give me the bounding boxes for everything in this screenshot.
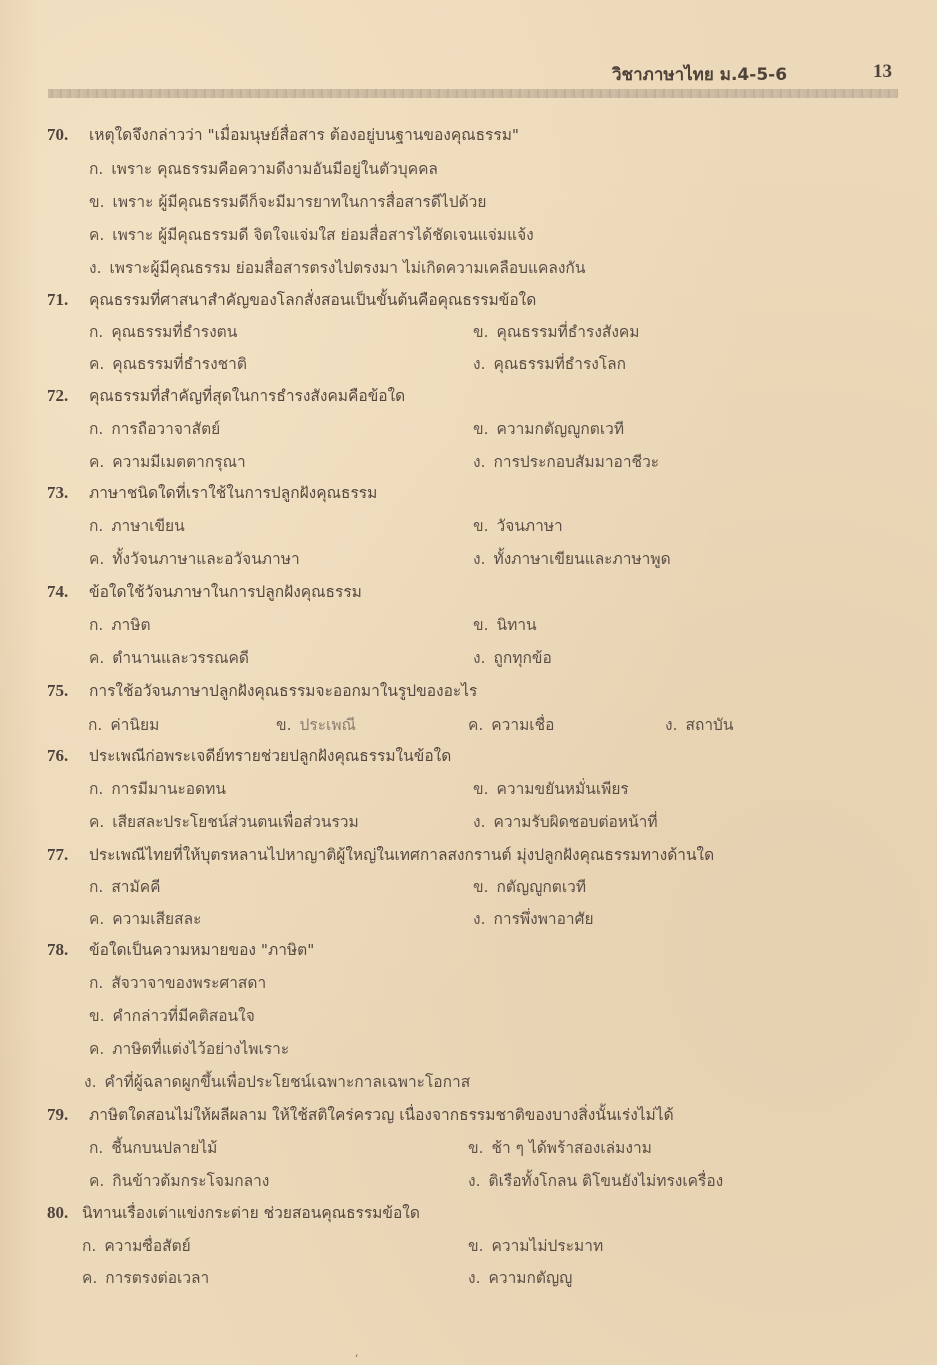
option-c[interactable]: ค. เสียสละประโยชน์ส่วนตนเพื่อส่วนรวม: [89, 813, 359, 831]
question-text: ภาษิตใดสอนไม่ให้ผลีผลาม ให้ใช้สติใคร่ครวญ เนื่องจากธรรมชาติของบางสิ่งนั้นเร่งไม่ได้: [89, 1106, 674, 1124]
question-number: 76.: [47, 746, 69, 765]
option-b[interactable]: ข. วัจนภาษา: [473, 517, 563, 535]
question-text: ภาษาชนิดใดที่เราใช้ในการปลูกฝังคุณธรรม: [89, 484, 378, 502]
question-text: เหตุใดจึงกล่าวว่า "เมื่อมนุษย์สื่อสาร ต้องอยู่บนฐานของคุณธรรม": [89, 126, 520, 144]
option-a[interactable]: ก. การมีมานะอดทน: [89, 780, 226, 798]
question-text: คุณธรรมที่ศาสนาสำคัญของโลกสั่งสอนเป็นขั้นต้นคือคุณธรรมข้อใด: [89, 291, 537, 309]
question-number: 77.: [47, 845, 69, 864]
option-d[interactable]: ง. การประกอบสัมมาอาชีวะ: [473, 453, 660, 471]
question-number: 70.: [47, 125, 69, 144]
option-a[interactable]: ก. ความซื่อสัตย์: [82, 1237, 191, 1255]
option-d[interactable]: ง. ความรับผิดชอบต่อหน้าที่: [473, 813, 658, 831]
question-number: 75.: [47, 681, 69, 700]
header-subject-title: วิชาภาษาไทย ม.4-5-6: [612, 65, 788, 85]
question-text: ข้อใดเป็นความหมายของ "ภาษิต": [89, 941, 315, 959]
option-c[interactable]: ค. เพราะ ผู้มีคุณธรรมดี จิตใจแจ่มใส ย่อมสื่อสารได้ชัดเจนแจ่มแจ้ง: [89, 226, 534, 244]
option-a[interactable]: ก. ค่านิยม: [88, 716, 160, 734]
option-d[interactable]: ง. เพราะผู้มีคุณธรรม ย่อมสื่อสารตรงไปตรงมา ไม่เกิดความเคลือบแคลงกัน: [89, 259, 586, 277]
option-d[interactable]: ง. สถาบัน: [665, 716, 734, 734]
question-number: 72.: [47, 386, 69, 405]
question-text: ประเพณีไทยที่ให้บุตรหลานไปหาญาติผู้ใหญ่ในเทศกาลสงกรานต์ มุ่งปลูกฝังคุณธรรมทางด้านใด: [89, 846, 715, 864]
option-a[interactable]: ก. ชี้นกบนปลายไม้: [89, 1139, 218, 1157]
option-c[interactable]: ค. คุณธรรมที่ธำรงชาติ: [89, 355, 247, 373]
option-a[interactable]: ก. สัจวาจาของพระศาสดา: [89, 974, 267, 992]
option-d[interactable]: ง. คำที่ผู้ฉลาดผูกขึ้นเพื่อประโยชน์เฉพาะกาลเฉพาะโอกาส: [84, 1073, 471, 1091]
option-b[interactable]: ข. กตัญญูกตเวที: [473, 878, 587, 896]
option-a[interactable]: ก. เพราะ คุณธรรมคือความดีงามอันมีอยู่ในตัวบุคคล: [89, 160, 438, 178]
option-b[interactable]: ข. ช้า ๆ ได้พร้าสองเล่มงาม: [468, 1139, 652, 1157]
option-c[interactable]: ค. ความเสียสละ: [89, 910, 202, 928]
option-d[interactable]: ง. การพึ่งพาอาศัย: [473, 910, 594, 928]
option-b[interactable]: ข. ความไม่ประมาท: [468, 1237, 604, 1255]
question-number: 73.: [47, 483, 69, 502]
option-c[interactable]: ค. ภาษิตที่แต่งไว้อย่างไพเราะ: [89, 1040, 290, 1058]
option-b[interactable]: ข. ความกตัญญูกตเวที: [473, 420, 625, 438]
option-c[interactable]: ค. ความมีเมตตากรุณา: [89, 453, 246, 471]
option-b[interactable]: ข. คำกล่าวที่มีคติสอนใจ: [89, 1007, 255, 1025]
option-b[interactable]: ข. ประเพณี: [276, 716, 356, 734]
option-a[interactable]: ก. ภาษิต: [89, 616, 151, 634]
option-a[interactable]: ก. ภาษาเขียน: [89, 517, 185, 535]
option-b[interactable]: ข. นิทาน: [473, 616, 537, 634]
option-b[interactable]: ข. เพราะ ผู้มีคุณธรรมดีก็จะมีมารยาทในการสื่อสารดีไปด้วย: [89, 193, 487, 211]
option-a[interactable]: ก. สามัคคี: [89, 878, 161, 896]
question-number: 74.: [47, 582, 69, 601]
question-number: 78.: [47, 940, 69, 959]
question-text: คุณธรรมที่สำคัญที่สุดในการธำรงสังคมคือข้อใด: [89, 387, 406, 405]
option-d[interactable]: ง. ถูกทุกข้อ: [473, 649, 552, 667]
option-c[interactable]: ค. ความเชื่อ: [468, 716, 555, 734]
page-number: 13: [873, 61, 892, 82]
print-speck: ,: [355, 1348, 359, 1359]
question-number: 80.: [47, 1203, 69, 1222]
question-text: การใช้อวัจนภาษาปลูกฝังคุณธรรมจะออกมาในรูปของอะไร: [89, 682, 478, 700]
option-a[interactable]: ก. คุณธรรมที่ธำรงตน: [89, 323, 238, 341]
option-d[interactable]: ง. ติเรือทั้งโกลน ติโขนยังไม่ทรงเครื่อง: [468, 1172, 724, 1190]
option-b[interactable]: ข. คุณธรรมที่ธำรงสังคม: [473, 323, 640, 341]
question-number: 71.: [47, 290, 69, 309]
option-a[interactable]: ก. การถือวาจาสัตย์: [89, 420, 221, 438]
option-c[interactable]: ค. กินข้าวต้มกระโจมกลาง: [89, 1172, 270, 1190]
option-d[interactable]: ง. ความกตัญญู: [468, 1269, 573, 1287]
question-text: ข้อใดใช้วัจนภาษาในการปลูกฝังคุณธรรม: [89, 583, 362, 601]
question-number: 79.: [47, 1105, 69, 1124]
option-c[interactable]: ค. ตำนานและวรรณคดี: [89, 649, 249, 667]
header-divider: [48, 89, 898, 98]
page-header: [0, 58, 937, 88]
option-c[interactable]: ค. การตรงต่อเวลา: [82, 1269, 210, 1287]
question-text: นิทานเรื่องเต่าแข่งกระต่าย ช่วยสอนคุณธรรมข้อใด: [82, 1204, 420, 1222]
option-d[interactable]: ง. ทั้งภาษาเขียนและภาษาพูด: [473, 550, 671, 568]
option-d[interactable]: ง. คุณธรรมที่ธำรงโลก: [473, 355, 627, 373]
question-text: ประเพณีก่อพระเจดีย์ทรายช่วยปลูกฝังคุณธรรมในข้อใด: [89, 747, 452, 765]
option-c[interactable]: ค. ทั้งวัจนภาษาและอวัจนภาษา: [89, 550, 300, 568]
option-b[interactable]: ข. ความขยันหมั่นเพียร: [473, 780, 629, 798]
